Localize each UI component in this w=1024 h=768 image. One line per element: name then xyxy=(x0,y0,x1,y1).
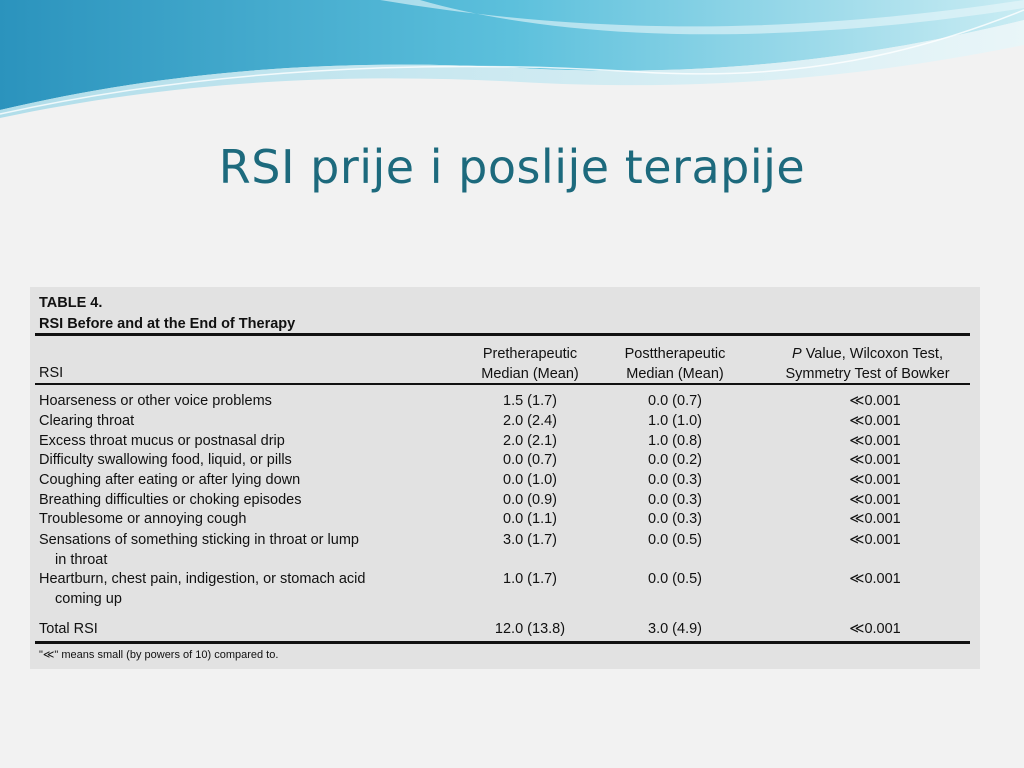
header-posttherapeutic: Posttherapeutic Median (Mean) xyxy=(624,346,726,382)
table-row-p: ≪0.001 xyxy=(849,413,901,429)
total-row-post: 3.0 (4.9) xyxy=(648,621,702,637)
table-row-item: Excess throat mucus or postnasal drip xyxy=(39,433,285,449)
table-row-post: 1.0 (0.8) xyxy=(648,433,702,449)
table-row-p: ≪0.001 xyxy=(849,433,901,449)
table-figure xyxy=(30,287,980,669)
bottom-rule xyxy=(35,641,970,644)
table-row-item: Sensations of something sticking in throat or lump in throat xyxy=(39,532,359,568)
total-row-label: Total RSI xyxy=(39,621,98,637)
table-row-item: Difficulty swallowing food, liquid, or pills xyxy=(39,452,292,468)
table-row-post: 0.0 (0.3) xyxy=(648,511,702,527)
top-rule xyxy=(35,333,970,336)
table-row-pre: 0.0 (0.7) xyxy=(503,452,557,468)
decorative-wave-header xyxy=(0,0,1024,120)
table-row-post: 0.0 (0.7) xyxy=(648,393,702,409)
table-row-item: Troublesome or annoying cough xyxy=(39,511,247,527)
table-row-pre: 1.5 (1.7) xyxy=(503,393,557,409)
table-row-p: ≪0.001 xyxy=(849,492,901,508)
table-row-pre: 2.0 (2.1) xyxy=(503,433,557,449)
table-row-p: ≪0.001 xyxy=(849,393,901,409)
table-label: TABLE 4. xyxy=(39,295,103,311)
table-row-p: ≪0.001 xyxy=(849,532,901,548)
table-row-post: 0.0 (0.5) xyxy=(648,571,702,587)
slide-title: RSI prije i poslije terapije xyxy=(218,140,806,194)
table-row-item: Hoarseness or other voice problems xyxy=(39,393,272,409)
table-row-pre: 2.0 (2.4) xyxy=(503,413,557,429)
table-caption: RSI Before and at the End of Therapy xyxy=(39,316,296,332)
table-row-pre: 1.0 (1.7) xyxy=(503,571,557,587)
table-row-pre: 3.0 (1.7) xyxy=(503,532,557,548)
header-rsi: RSI xyxy=(39,365,64,381)
table-row-pre: 0.0 (1.1) xyxy=(503,511,557,527)
table-row-pre: 0.0 (0.9) xyxy=(503,492,557,508)
table-row-p: ≪0.001 xyxy=(849,571,901,587)
table-row-item: Breathing difficulties or choking episodes xyxy=(39,492,302,508)
total-row-pre: 12.0 (13.8) xyxy=(494,621,566,637)
header-p-value: P Value, Wilcoxon Test, Symmetry Test of Bowker xyxy=(785,346,950,382)
table-row-pre: 0.0 (1.0) xyxy=(503,472,557,488)
table-row-p: ≪0.001 xyxy=(849,472,901,488)
table-row-post: 0.0 (0.5) xyxy=(648,532,702,548)
header-pretherapeutic: Pretherapeutic Median (Mean) xyxy=(481,346,579,382)
table-row-post: 1.0 (1.0) xyxy=(648,413,702,429)
table-row-p: ≪0.001 xyxy=(849,511,901,527)
table-row-post: 0.0 (0.2) xyxy=(648,452,702,468)
table-footnote: "≪" means small (by powers of 10) compared to. xyxy=(39,649,279,661)
table-row-item: Coughing after eating or after lying down xyxy=(39,472,301,488)
total-row-p: ≪0.001 xyxy=(849,621,901,637)
table-row-item: Heartburn, chest pain, indigestion, or stomach acid coming up xyxy=(39,571,366,607)
table-row-post: 0.0 (0.3) xyxy=(648,492,702,508)
table-row-item: Clearing throat xyxy=(39,413,135,429)
table-row-post: 0.0 (0.3) xyxy=(648,472,702,488)
table-row-p: ≪0.001 xyxy=(849,452,901,468)
